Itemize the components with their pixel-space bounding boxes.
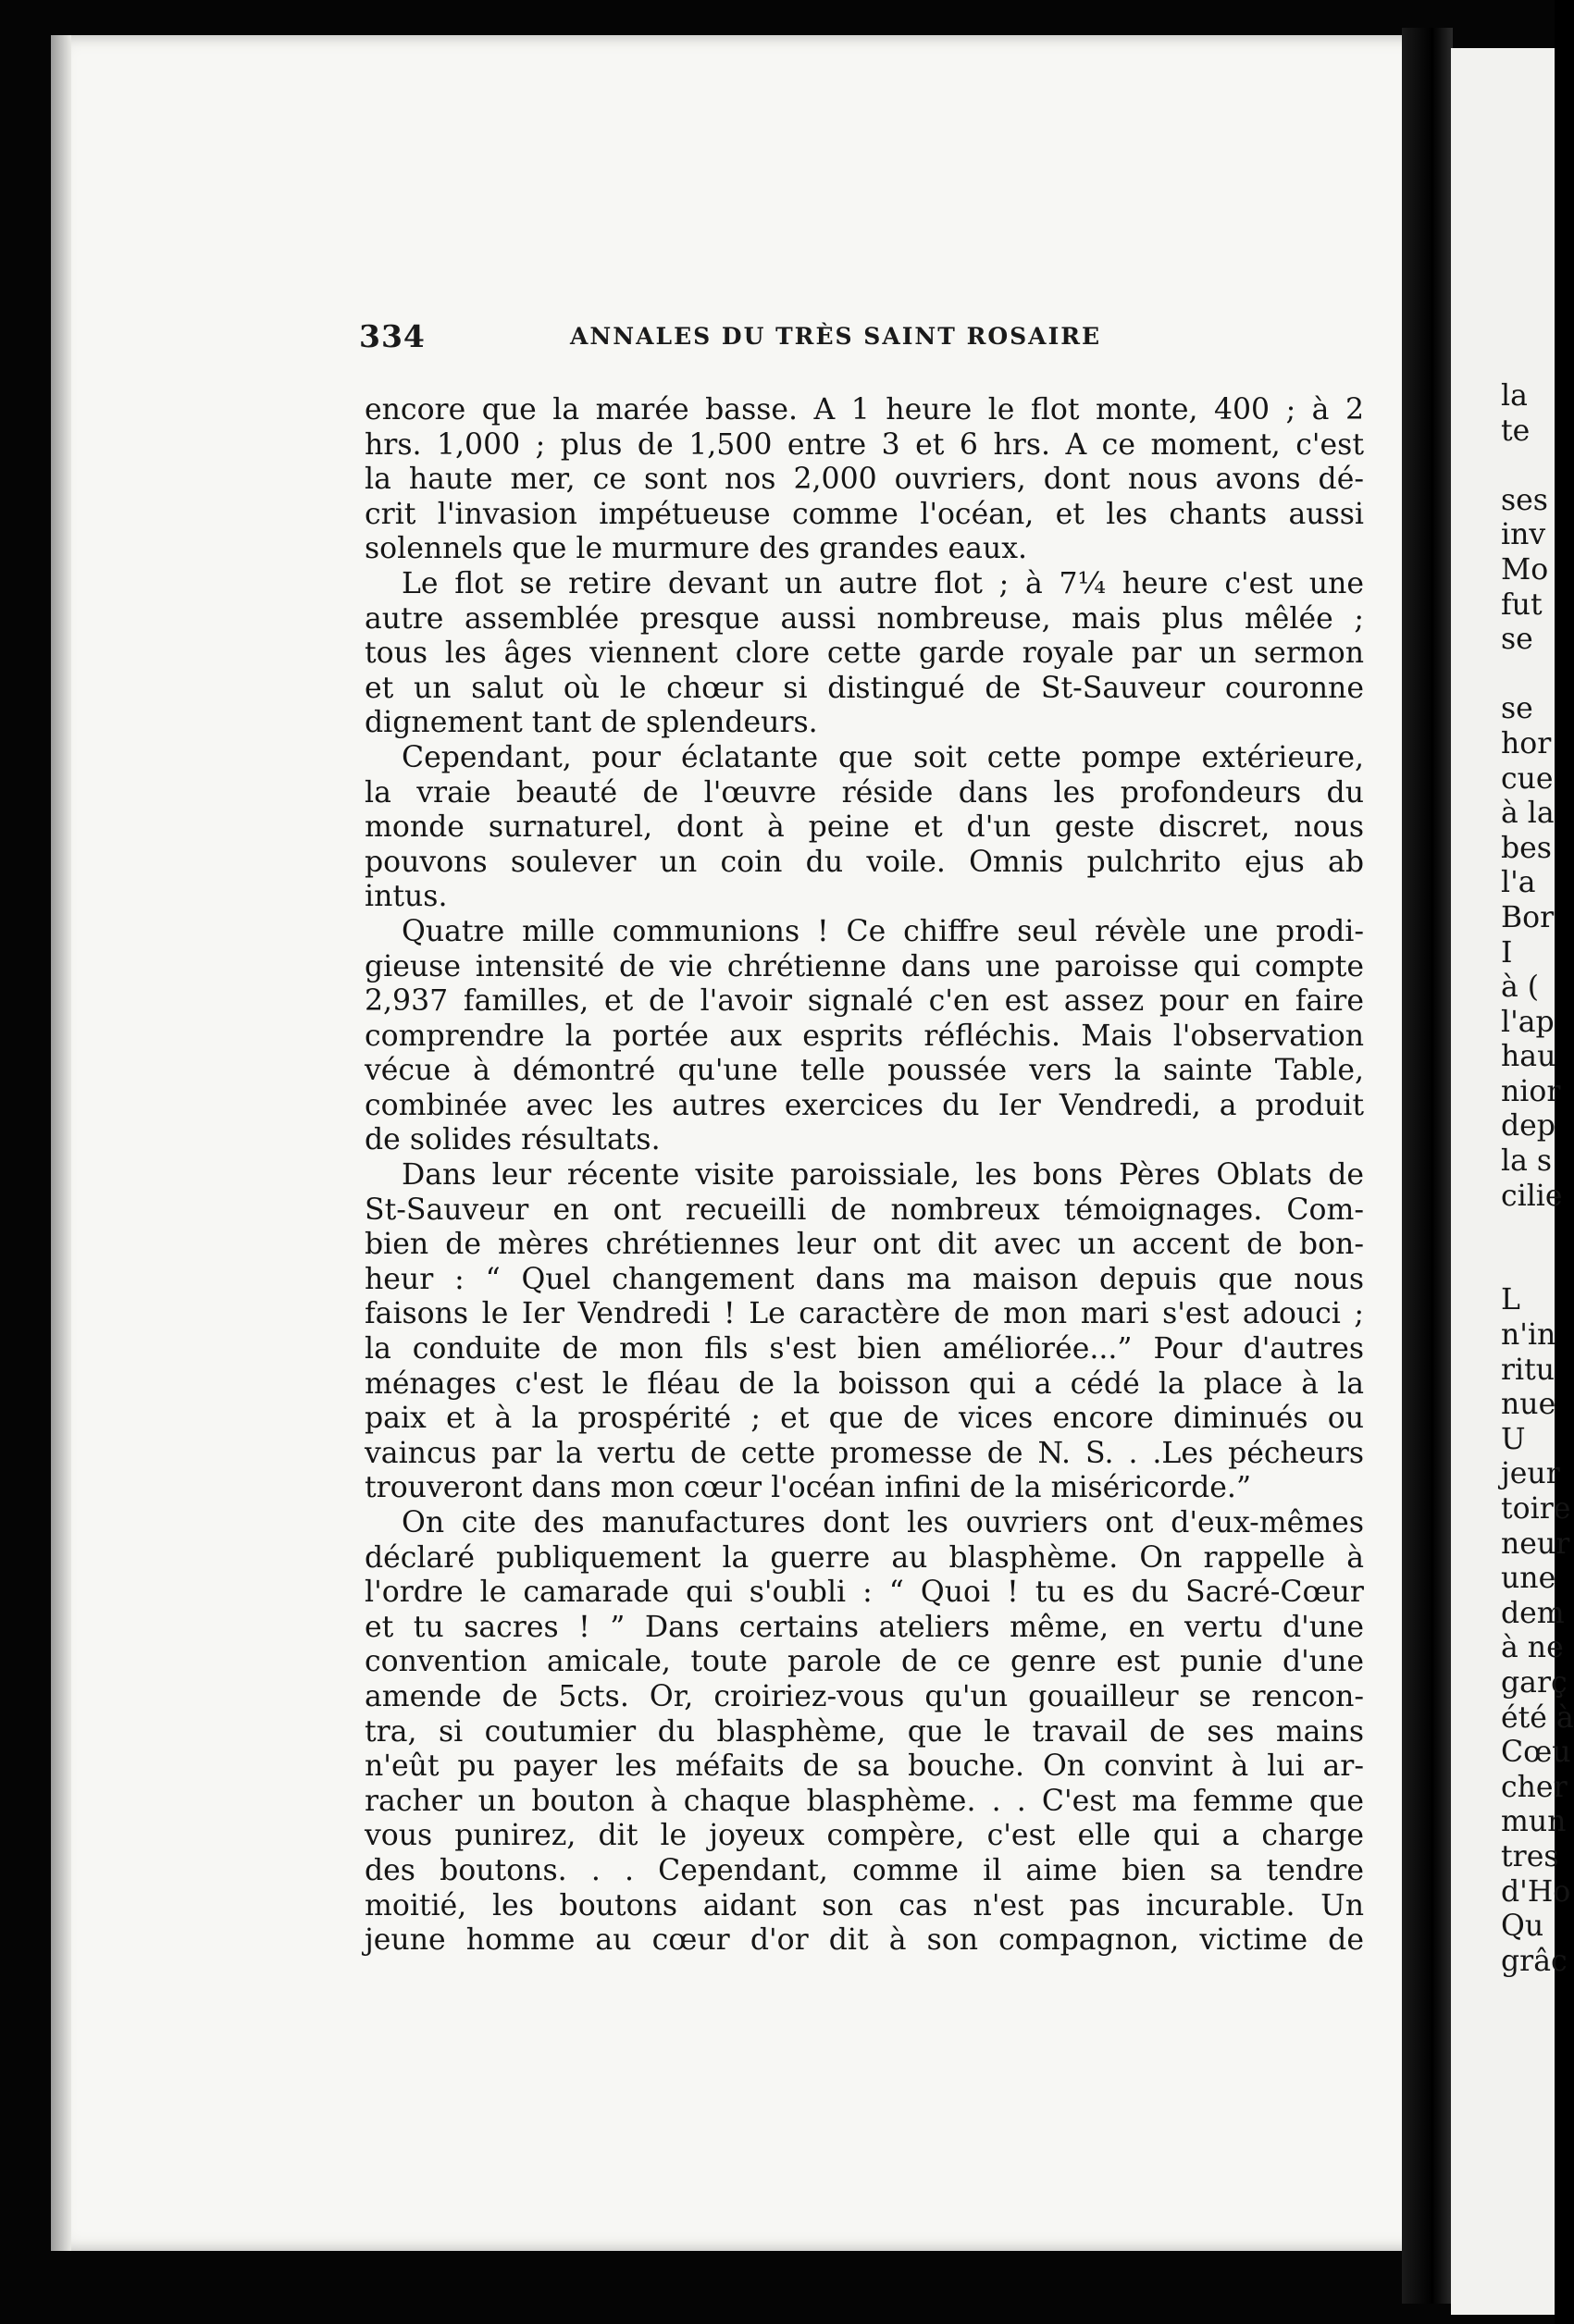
right-page-fragment: bes (1501, 831, 1552, 865)
text-line: dignement tant de splendeurs. (365, 706, 818, 740)
right-page-fragment: l'ap (1501, 1005, 1555, 1039)
text-line: et tu sacres ! ” Dans certains ateliers même, en vertu d'une (365, 1610, 1364, 1644)
right-page-fragment: se (1501, 623, 1533, 657)
text-line: et un salut où le chœur si distingué de St-Sauveur couronne (365, 671, 1364, 705)
text-line: l'ordre le camarade qui s'oubli : “ Quoi ! tu es du Sacré-Cœur (365, 1576, 1364, 1610)
right-page-fragment: dem (1501, 1596, 1565, 1630)
right-page-fragment: fut (1501, 587, 1543, 622)
text-line: Le flot se retire devant un autre flot ; à 7¼ heure c'est une (402, 566, 1364, 600)
right-page-fragment: mun (1501, 1805, 1567, 1839)
right-page-fragment (1501, 1249, 1555, 1284)
text-line: convention amicale, toute parole de ce genre est punie d'une (365, 1645, 1364, 1679)
text-line: paix et à la prospérité ; et que de vices encore diminués ou (365, 1402, 1364, 1436)
right-page-fragment: hau (1501, 1040, 1556, 1074)
text-line: bien de mères chrétiennes leur ont dit avec un accent de bon- (365, 1228, 1364, 1262)
text-line: vous punirez, dit le joyeux compère, c'est elle qui a charge (365, 1819, 1364, 1853)
text-line: trouveront dans mon cœur l'océan infini de la miséricorde.” (365, 1471, 1252, 1505)
right-page-fragment: été à (1501, 1700, 1574, 1735)
right-page-fragment: n'in (1501, 1318, 1556, 1353)
text-line: On cite des manufactures dont les ouvriers ont d'eux-mêmes (402, 1506, 1364, 1539)
right-page-fragment (1501, 658, 1555, 693)
text-line: autre assemblée presque aussi nombreuse, mais plus mêlée ; (365, 601, 1364, 636)
text-line: déclaré publiquement la guerre au blasphème. On rappelle à (365, 1540, 1364, 1575)
right-page-fragment: garç (1501, 1665, 1568, 1700)
book-gutter (1402, 28, 1453, 2304)
text-line: 2,937 familles, et de l'avoir signalé c'en est assez pour en faire (365, 984, 1364, 1019)
page-number: 334 (359, 318, 426, 354)
right-page-fragment: cilie (1501, 1179, 1563, 1213)
right-page-fragment: à ( (1501, 970, 1540, 1005)
right-page-fragment: Bor (1501, 900, 1555, 934)
text-line: jeune homme au cœur d'or dit à son compagnon, victime de (365, 1923, 1364, 1958)
text-line: tous les âges viennent clore cette garde royale par un sermon (365, 637, 1364, 671)
text-line: racher un bouton à chaque blasphème. . . C'est ma femme que (365, 1784, 1364, 1818)
text-line: ménages c'est le fléau de la boisson qui a cédé la place à la (365, 1366, 1364, 1401)
text-line: pouvons soulever un coin du voile. Omnis pulchrito ejus ab (365, 845, 1364, 879)
text-line: gieuse intensité de vie chrétienne dans une paroisse qui compte (365, 949, 1364, 983)
right-page-fragment: tres (1501, 1839, 1559, 1873)
text-line: encore que la marée basse. A 1 heure le flot monte, 400 ; à 2 (365, 393, 1364, 426)
text-line: hrs. 1,000 ; plus de 1,500 entre 3 et 6 hrs. A ce moment, c'est (365, 427, 1364, 462)
text-line: heur : “ Quel changement dans ma maison depuis que nous (365, 1262, 1364, 1296)
text-line: la conduite de mon fils s'est bien améliorée...” Pour d'autres (365, 1332, 1364, 1366)
right-page-fragment: d'Ho (1501, 1874, 1571, 1909)
right-page-fragment (1501, 449, 1555, 484)
text-line: St-Sauveur en ont recueilli de nombreux témoignages. Com- (365, 1193, 1364, 1227)
right-page-fragment: nue (1501, 1388, 1556, 1422)
text-line: de solides résultats. (365, 1123, 661, 1157)
right-page-fragment: la (1501, 379, 1528, 413)
text-line: crit l'invasion impétueuse comme l'océan, et les chants aussi (365, 497, 1364, 531)
right-page-fragment: la s (1501, 1144, 1553, 1179)
right-page-fragment (1501, 1214, 1555, 1249)
right-page-fragment: l'a (1501, 866, 1536, 900)
right-page-fragment: à la (1501, 797, 1555, 831)
right-page-fragment: une (1501, 1562, 1556, 1596)
page-edge-shadow (51, 35, 71, 2251)
right-page-fragment: se (1501, 692, 1533, 726)
right-page-fragment: grâc (1501, 1944, 1568, 1978)
right-page-fragment: jeur (1501, 1457, 1560, 1491)
right-page-fragment: ritu (1501, 1353, 1555, 1387)
right-page-fragment: inv (1501, 518, 1546, 552)
right-page-fragment: neur (1501, 1527, 1570, 1561)
text-line: vaincus par la vertu de cette promesse de N. S. . .Les pécheurs (365, 1436, 1364, 1470)
text-line: tra, si coutumier du blasphème, que le travail de ses mains (365, 1714, 1364, 1749)
right-page-fragment: ses (1501, 483, 1548, 517)
text-line: n'eût pu payer les méfaits de sa bouche. On convint à lui ar- (365, 1749, 1364, 1784)
right-page-fragment: cher (1501, 1770, 1568, 1804)
right-page-fragment: toire (1501, 1492, 1571, 1526)
right-page-fragment: L (1501, 1283, 1520, 1317)
right-page-fragment: hor (1501, 726, 1552, 760)
text-line: la haute mer, ce sont nos 2,000 ouvriers, dont nous avons dé- (365, 463, 1364, 497)
text-line: solennels que le murmure des grandes eaux. (365, 532, 1027, 566)
right-page-fragment: te (1501, 414, 1531, 448)
right-page-fragment: nior (1501, 1074, 1561, 1108)
right-page-fragment: Mo (1501, 552, 1549, 587)
text-line: comprendre la portée aux esprits réfléchis. Mais l'observation (365, 1019, 1364, 1053)
right-page-text-fragments (1501, 379, 1574, 1979)
text-line: moitié, les boutons aidant son cas n'est pas incurable. Un (365, 1888, 1364, 1922)
right-page-fragment: Qu (1501, 1910, 1544, 1944)
text-line: vécue à démontré qu'une telle poussée vers la sainte Table, (365, 1054, 1364, 1088)
text-line: Dans leur récente visite paroissiale, les bons Pères Oblats de (402, 1158, 1364, 1193)
text-line: la vraie beauté de l'œuvre réside dans les profondeurs du (365, 775, 1364, 810)
text-line: intus. (365, 880, 448, 914)
body-text (365, 393, 1364, 1959)
text-line: Cependant, pour éclatante que soit cette pompe extérieure, (402, 740, 1364, 774)
text-line: monde surnaturel, dont à peine et d'un geste discret, nous (365, 810, 1364, 845)
text-line: faisons le Ier Vendredi ! Le caractère de mon mari s'est adouci ; (365, 1297, 1364, 1331)
text-line: des boutons. . . Cependant, comme il aime bien sa tendre (365, 1853, 1364, 1887)
right-page-fragment: à ne (1501, 1631, 1564, 1665)
right-page-fragment: dep (1501, 1109, 1555, 1143)
text-line: Quatre mille communions ! Ce chiffre seul révèle une prodi- (402, 914, 1364, 948)
right-page-fragment: U (1501, 1422, 1526, 1456)
right-page-fragment: I (1501, 935, 1513, 970)
right-page-fragment: Cœu (1501, 1736, 1571, 1770)
text-line: combinée avec les autres exercices du Ier Vendredi, a produit (365, 1088, 1364, 1122)
right-page-fragment: cue (1501, 761, 1554, 796)
page-header (359, 318, 1368, 365)
running-title: ANNALES DU TRÈS SAINT ROSAIRE (570, 323, 1102, 350)
text-line: amende de 5cts. Or, croiriez-vous qu'un gouailleur se rencon- (365, 1679, 1364, 1713)
